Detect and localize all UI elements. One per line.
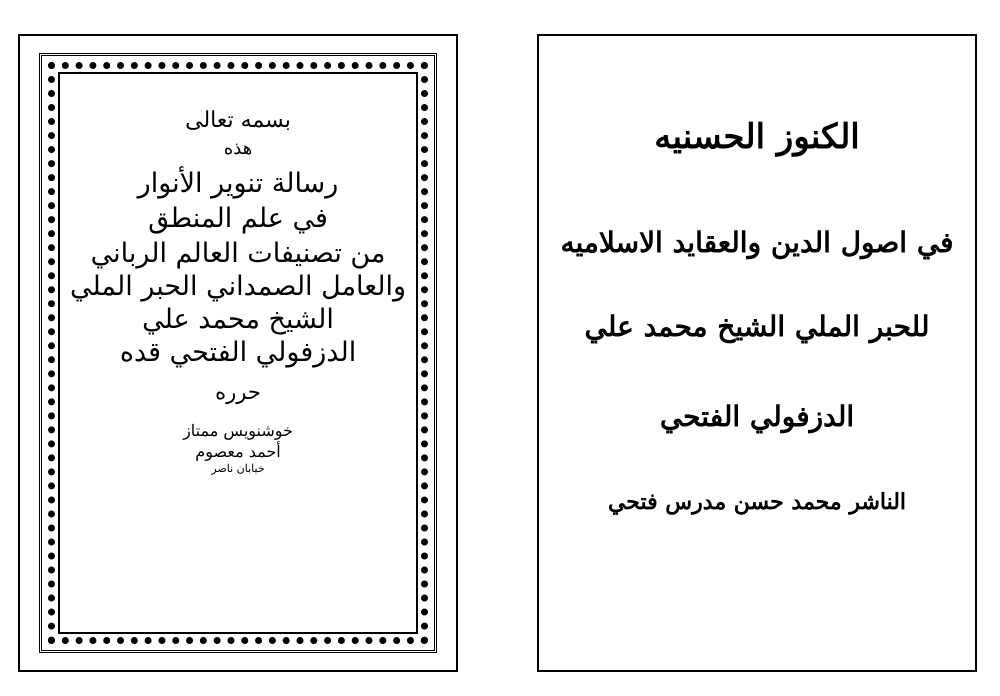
- author-line: للحبر الملي الشيخ محمد علي: [584, 310, 930, 344]
- intro-word: هذه: [223, 138, 253, 160]
- author-nisba: الدزفولي الفتحي قده: [119, 337, 357, 369]
- author-line-1: من تصنيفات العالم الرباني: [90, 238, 386, 270]
- calligrapher-name: أحمد معصوم: [195, 441, 281, 461]
- right-page-text: [539, 96, 975, 515]
- calligrapher-title: خوشنويس ممتاز: [183, 421, 293, 441]
- publisher-line: الناشر محمد حسن مدرس فتحي: [607, 488, 907, 515]
- author-nisba: الدزفولي الفتحي: [659, 400, 855, 434]
- book-title: الكنوز الحسنيه: [654, 117, 860, 157]
- right-title-page: [537, 34, 977, 672]
- left-title-page: [18, 34, 458, 672]
- subject-line: في علم المنطق: [148, 203, 328, 235]
- book-subtitle: في اصول الدين والعقايد الاسلاميه: [560, 226, 954, 260]
- author-line-2: والعامل الصمداني الحبر الملي: [69, 271, 407, 303]
- author-name: الشيخ محمد علي: [142, 304, 334, 336]
- written-by-label: حرره: [215, 380, 261, 405]
- basmala-line: بسمه تعالى: [185, 108, 291, 133]
- treatise-title: رسالة تنوير الأنوار: [137, 167, 339, 199]
- left-page-text: [20, 94, 456, 476]
- calligrapher-address: خيابان ناصر: [211, 462, 265, 476]
